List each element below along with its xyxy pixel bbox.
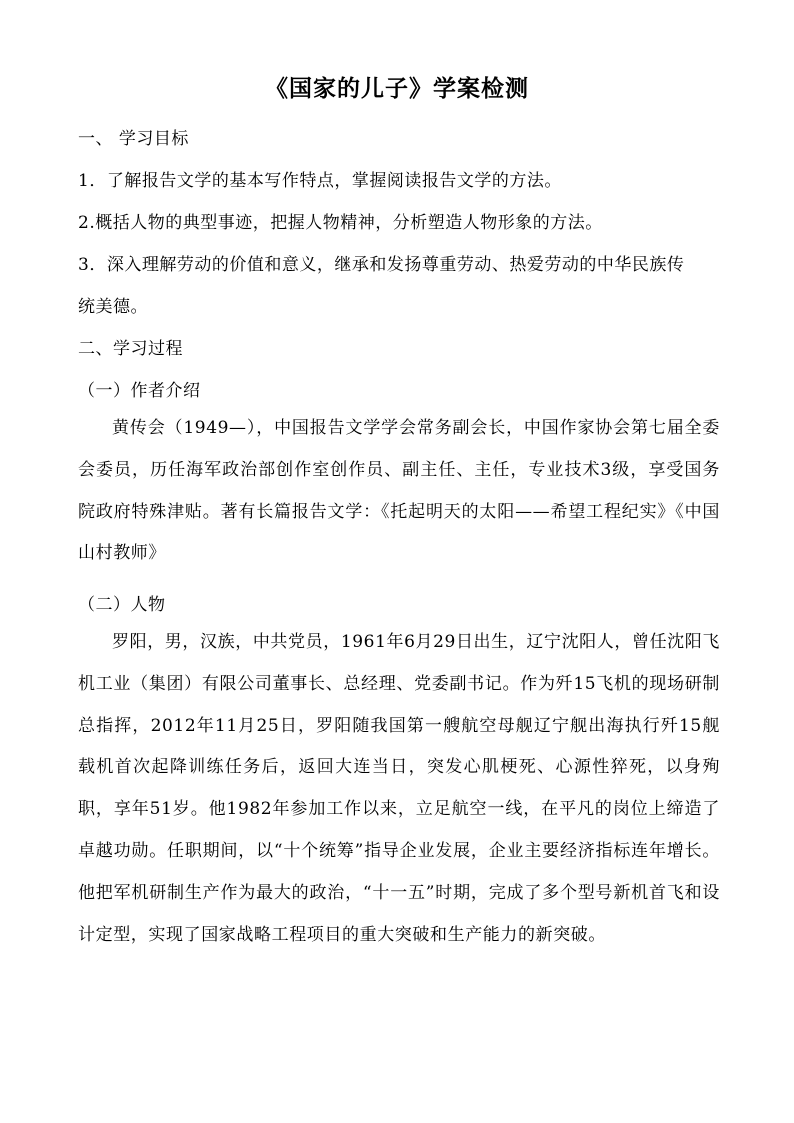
- section-heading-objectives: 一、 学习目标: [78, 129, 189, 149]
- author-paragraph: 黄传会（1949—），中国报告文学学会常务副会长，中国作家协会第七届全委会委员，历任海军政治部创作室创作员、副主任、主任，专业技术3级，享受国务院政府特殊津贴。著有长篇报告文学：《托起明天的太阳——希望工程纪实》《中国山村教师》: [78, 418, 720, 564]
- person-paragraph: 罗阳，男，汉族，中共党员，1961年6月29日出生，辽宁沈阳人，曾任沈阳飞机工业（集团）有限公司董事长、总经理、党委副书记。作为歼15飞机的现场研制总指挥，2012年11月25日，罗阳随我国第一艘航空母舰辽宁舰出海执行歼15舰载机首次起降训练任务后，返回大连当日，突发心肌梗死、心源性猝死，以身殉职，享年51岁。他1982年参加工作以来，立足航空一线，在平凡的岗位上缔造了卓越功勋。任职期间，以“十个统筹”指导企业发展，企业主要经济指标连年增长。他把军机研制生产作为最大的政治，“十一五”时期，完成了多个型号新机首飞和设计定型，实现了国家战略工程项目的重大突破和生产能力的新突破。: [78, 632, 720, 945]
- subsection-heading-person: （二）人物: [78, 595, 166, 615]
- subsection-heading-author: （一）作者介绍: [78, 381, 201, 401]
- objective-item-1: 1．了解报告文学的基本写作特点，掌握阅读报告文学的方法。: [78, 171, 562, 191]
- document-title: 《国家的儿子》学案检测: [265, 75, 529, 102]
- objective-item-3-line-1: 3．深入理解劳动的价值和意义，继承和发扬尊重劳动、热爱劳动的中华民族传: [78, 255, 685, 275]
- section-heading-process: 二、学习过程: [78, 339, 183, 359]
- objective-item-2: 2.概括人物的典型事迹，把握人物精神，分析塑造人物形象的方法。: [78, 213, 603, 233]
- objective-item-3-line-2: 统美德。: [78, 297, 148, 317]
